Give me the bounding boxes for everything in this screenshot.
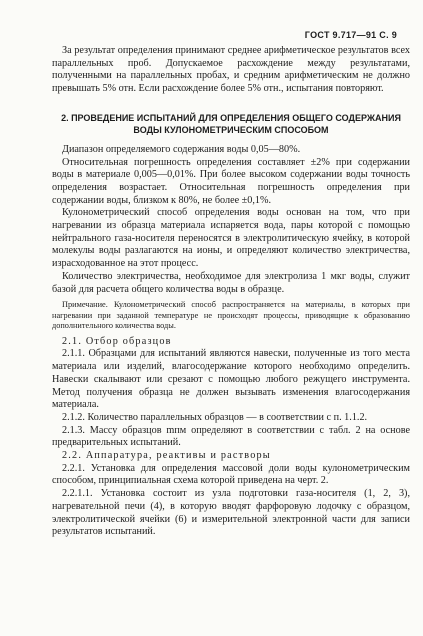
section-2-2-title: 2.2. Аппаратура, реактивы и растворы [62,450,271,462]
method-paragraph: Кулонометрический способ определения воды основан на том, что при нагревании из образца материала испаряется вода, пары которой с помощью нейтрального газа-носителя переносятся в электролитическую ячейку, в которой молекулы воды разлагаются на ионы, и определяют количество электричества, израсходованное на этот процесс. [52,207,410,270]
range-paragraph: Диапазон определяемого содержания воды 0,05—80%. [62,143,301,155]
clause-2-1-2: 2.1.2. Количество параллельных образцов — в соответствии с п. 1.1.2. [62,411,368,423]
clause-2-1-3: 2.1.3. Массу образцов mпм определяют в соответствии с табл. 2 на основе предварительных испытаний. [52,424,410,449]
clause-2-2-1: 2.2.1. Установка для определения массовой доли воды кулонометрическим способом, принципиальная схема которой приведена на черт. 2. [52,462,410,487]
section-2-1-title: 2.1. Отбор образцов [62,335,172,347]
page-header: ГОСТ 9.717—91 С. 9 [304,30,397,40]
clause-2-1-1: 2.1.1. Образцами для испытаний являются навески, полученные из того места материала или изделий, влагосодержание которого необходимо определить. Навески скалывают или срезают с помощью любого режущего инструмента. Метод получения образца не должен вызывать изменения влагосодержания материала. [52,348,410,411]
section-2-title: 2. ПРОВЕДЕНИЕ ИСПЫТАНИЙ ДЛЯ ОПРЕДЕЛЕНИЯ ОБЩЕГО СОДЕРЖАНИЯ ВОДЫ КУЛОНОМЕТРИЧЕСКИМ СПОСОБОМ [61,112,401,135]
intro-paragraph: За результат определения принимают среднее арифметическое результатов всех параллельных проб. Допускаемое расхождение между результатами, полученными на параллельных пробах, и средним арифметическим не должно превышать 5% отн. Если расхождение более 5% отн., испытания повторяют. [52,45,410,95]
note-paragraph: Примечание. Кулонометрический способ распространяется на материалы, в которых при нагревании при заданной температуре не происходят процессы, приводящие к образованию дополнительного количества воды. [52,300,410,331]
page-content [52,45,410,539]
error-paragraph: Относительная погрешность определения составляет ±2% при содержании воды в материале 0,005—0,01%. При более высоком содержании воды точность определения возрастает. Относительная погрешность определения при содержании воды, близком к 80%, не более ±0,1%. [52,156,410,206]
electricity-paragraph: Количество электричества, необходимое для электролиза 1 мкг воды, служит базой для расчета общего количества воды в образце. [52,270,410,295]
clause-2-2-1-1: 2.2.1.1. Установка состоит из узла подготовки газа-носителя (1, 2, 3), нагревательной печи (4), в которую вводят фарфоровую лодочку с образцом, электролитической ячейки (6) и измерительной электронной части для записи результатов испытаний. [52,488,410,538]
